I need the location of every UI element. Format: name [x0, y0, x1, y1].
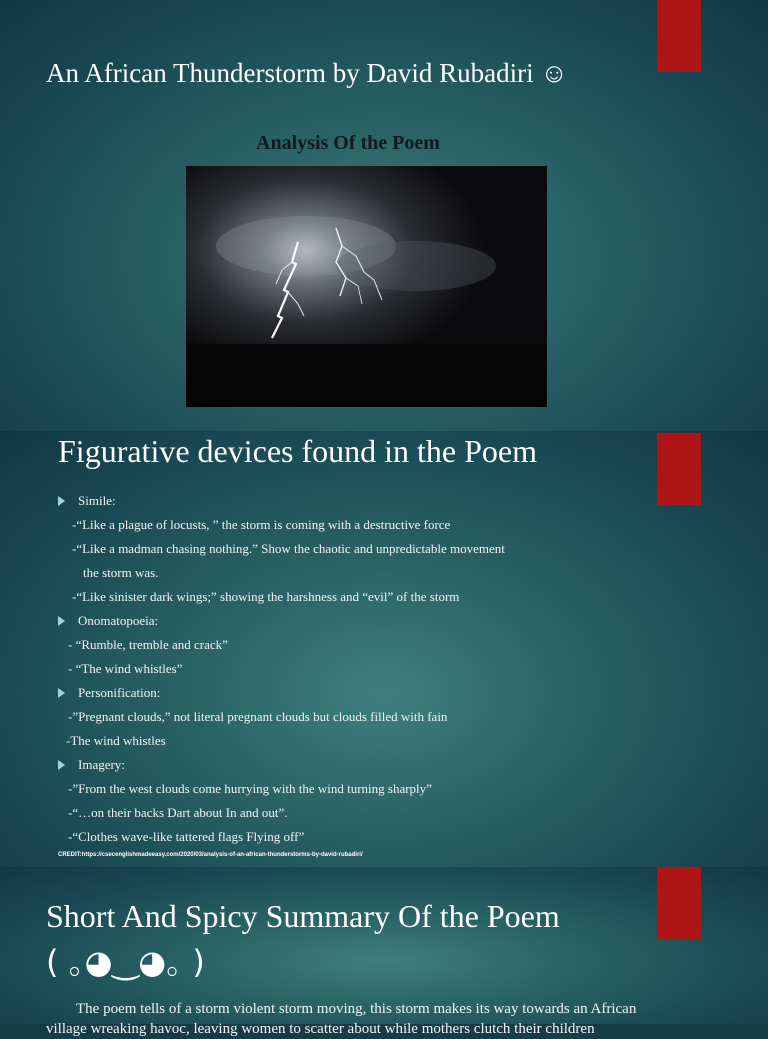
slide-figurative-devices: [0, 431, 768, 867]
line-text: -The wind whistles: [66, 733, 166, 748]
bullet-arrow-icon: [58, 760, 65, 770]
device-category: [56, 683, 656, 707]
line-text: Simile:: [78, 493, 116, 508]
bullet-arrow-icon: [58, 616, 65, 626]
line-text: -“…on their backs Dart about In and out”.: [68, 805, 288, 820]
device-example: [56, 731, 656, 755]
slide-title-heading: An African Thunderstorm by David Rubadiri ☺: [46, 58, 568, 88]
device-example: [56, 827, 656, 851]
line-text: Onomatopoeia:: [78, 613, 159, 628]
credit-note: CREDIT:https://csecenglishmadeeasy.com/2020/03/analysis-of-an-african-thunderstorms-by-david-rubadiri/: [58, 852, 363, 858]
device-example: [56, 659, 656, 683]
line-text: Imagery:: [78, 757, 125, 772]
line-text: -“Like a plague of locusts, ” the storm is coming with a destructive force: [72, 517, 451, 532]
summary-heading: Short And Spicy Summary Of the Poem: [46, 898, 560, 934]
device-category: [56, 611, 656, 635]
line-text: -“Like a madman chasing nothing.” Show the chaotic and unpredictable movement: [72, 541, 505, 556]
device-example: [56, 563, 656, 587]
device-example: [56, 803, 656, 827]
bullet-arrow-icon: [58, 496, 65, 506]
lightning-photo: [186, 166, 547, 407]
device-category: [56, 491, 656, 515]
accent-tab: [657, 0, 701, 72]
lightning-image: [186, 166, 547, 407]
slide-title: [0, 0, 768, 431]
bullet-arrow-icon: [58, 688, 65, 698]
slide-summary: [0, 867, 768, 1037]
line-text: -”Pregnant clouds,” not literal pregnant clouds but clouds filled with fain: [68, 709, 448, 724]
summary-emoticon: ( ｡◕‿◕｡ ): [46, 943, 205, 981]
accent-tab: [657, 867, 701, 939]
devices-list: [56, 491, 656, 851]
line-text: -“Clothes wave-like tattered flags Flying off”: [68, 829, 305, 844]
line-text: -“Like sinister dark wings;” showing the harshness and “evil” of the storm: [72, 589, 460, 604]
device-example: [56, 635, 656, 659]
slide-heading: Figurative devices found in the Poem: [58, 433, 538, 469]
device-example: [56, 515, 656, 539]
accent-tab: [657, 433, 701, 505]
line-text: Personification:: [78, 685, 161, 700]
device-example: [56, 707, 656, 731]
slide-subtitle: Analysis Of the Poem: [256, 132, 440, 154]
summary-text: The poem tells of a storm violent storm moving, this storm makes its way towards an African village wreaking havoc, leaving women to scatter about while mothers clutch their children: [46, 1001, 637, 1037]
device-category: [56, 755, 656, 779]
line-text: - “The wind whistles”: [68, 661, 183, 676]
device-example: [56, 779, 656, 803]
line-text: - “Rumble, tremble and crack”: [68, 637, 228, 652]
line-text: the storm was.: [83, 565, 159, 580]
device-example: [56, 587, 656, 611]
device-example: [56, 539, 656, 563]
line-text: -”From the west clouds come hurrying with the wind turning sharply”: [68, 781, 432, 796]
